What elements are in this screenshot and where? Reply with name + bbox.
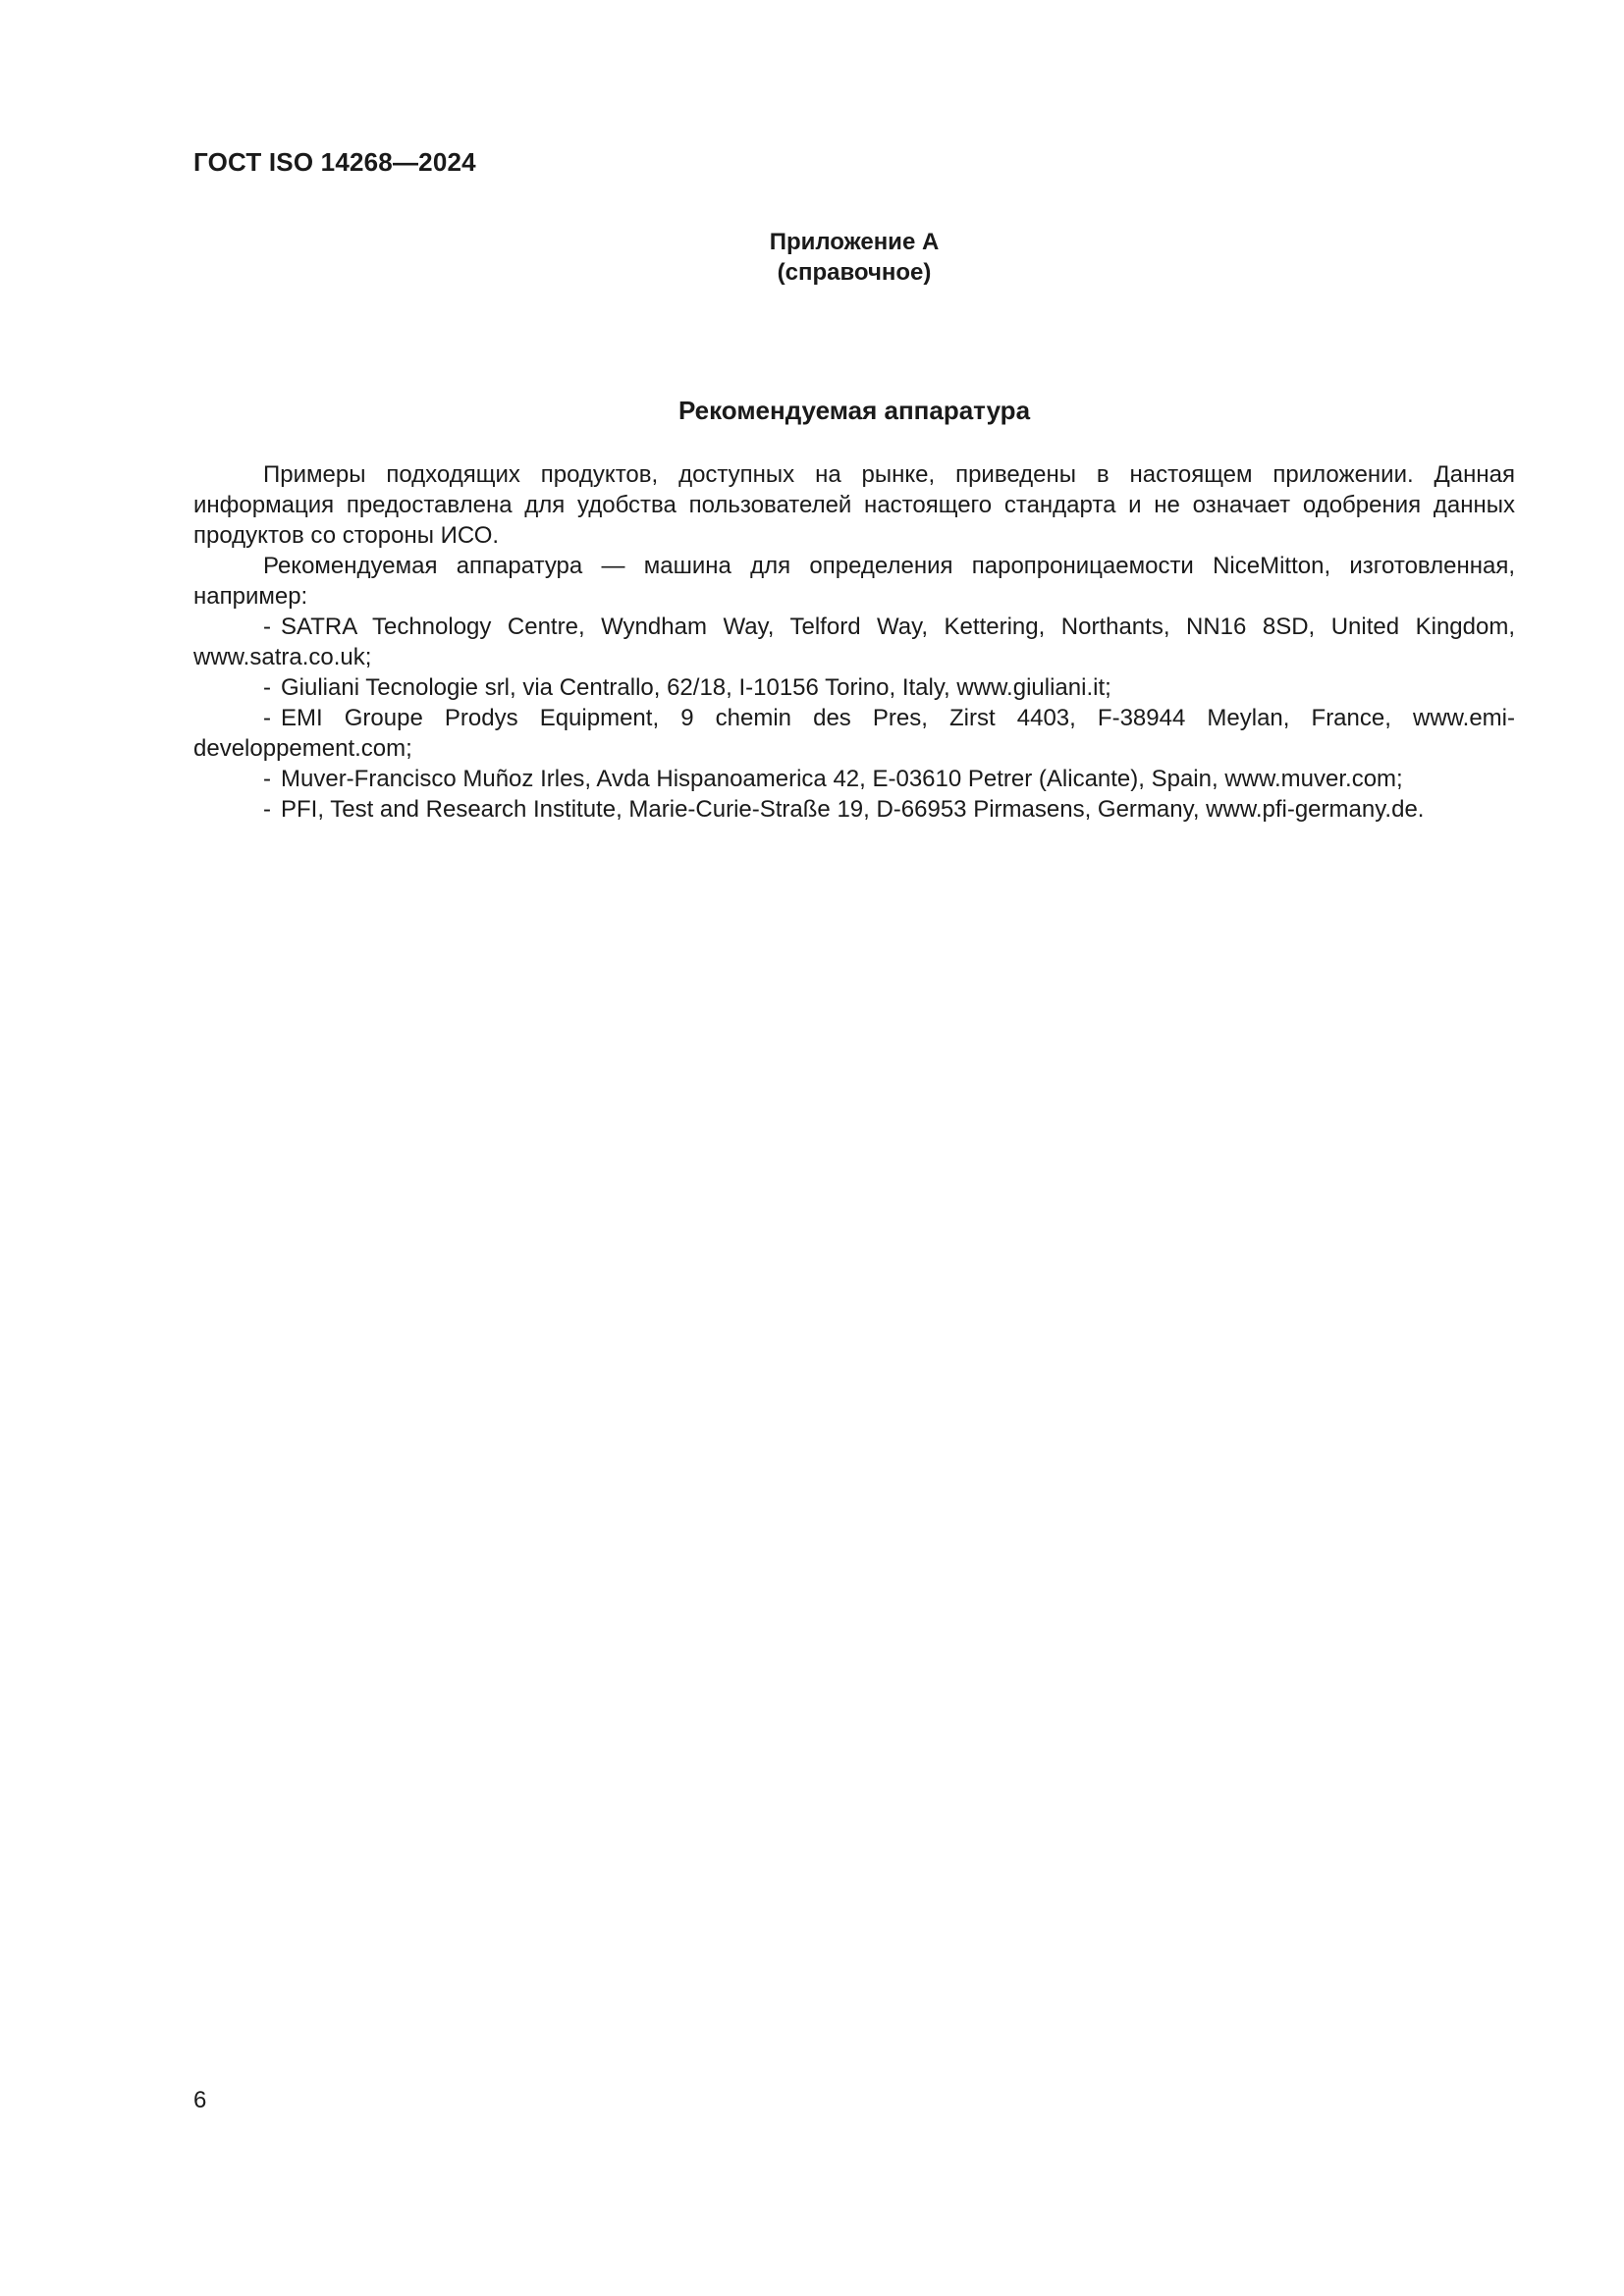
list-item: [193, 612, 1515, 672]
annex-heading: [193, 227, 1515, 288]
document-code: ГОСТ ISO 14268—2024: [193, 147, 476, 177]
list-dash: -: [263, 705, 271, 731]
manufacturer-text: Muver-Francisco Muñoz Irles, Avda Hispanoamerica 42, E-03610 Petrer (Alicante), Spain, www.muver.com;: [281, 766, 1403, 792]
manufacturer-text: PFI, Test and Research Institute, Marie-Curie-Straße 19, D-66953 Pirmasens, Germany, www.pfi-germany.de.: [281, 796, 1425, 823]
list-item: [193, 794, 1515, 825]
apparatus-paragraph: Рекомендуемая аппаратура — машина для определения паропроницаемости NiceMitton, изготовленная, например:: [193, 553, 1515, 610]
annex-title: Приложение А: [769, 229, 940, 255]
list-item: [193, 703, 1515, 764]
manufacturer-text: Giuliani Tecnologie srl, via Centrallo, 62/18, I-10156 Torino, Italy, www.giuliani.it;: [281, 674, 1111, 701]
list-dash: -: [263, 674, 271, 701]
list-item: [193, 764, 1515, 794]
intro-paragraph: Примеры подходящих продуктов, доступных на рынке, приведены в настоящем приложении. Данная информация предоставлена для удобства пользователей настоящего стандарта и не означает одобрения данных продуктов со стороны ИСО.: [193, 461, 1515, 549]
section-title: Рекомендуемая аппаратура: [677, 396, 1031, 425]
list-dash: -: [263, 766, 271, 792]
annex-type: (справочное): [777, 259, 932, 286]
list-dash: -: [263, 796, 271, 823]
list-item: [193, 672, 1515, 703]
manufacturer-list: [193, 612, 1515, 825]
page-number: 6: [193, 2087, 207, 2113]
list-dash: -: [263, 614, 271, 640]
manufacturer-text: EMI Groupe Prodys Equipment, 9 chemin des Pres, Zirst 4403, F-38944 Meylan, France, www.emi-developpement.com;: [193, 705, 1515, 762]
section-body: [193, 459, 1515, 825]
manufacturer-text: SATRA Technology Centre, Wyndham Way, Telford Way, Kettering, Northants, NN16 8SD, United Kingdom, www.satra.co.uk;: [193, 614, 1515, 670]
